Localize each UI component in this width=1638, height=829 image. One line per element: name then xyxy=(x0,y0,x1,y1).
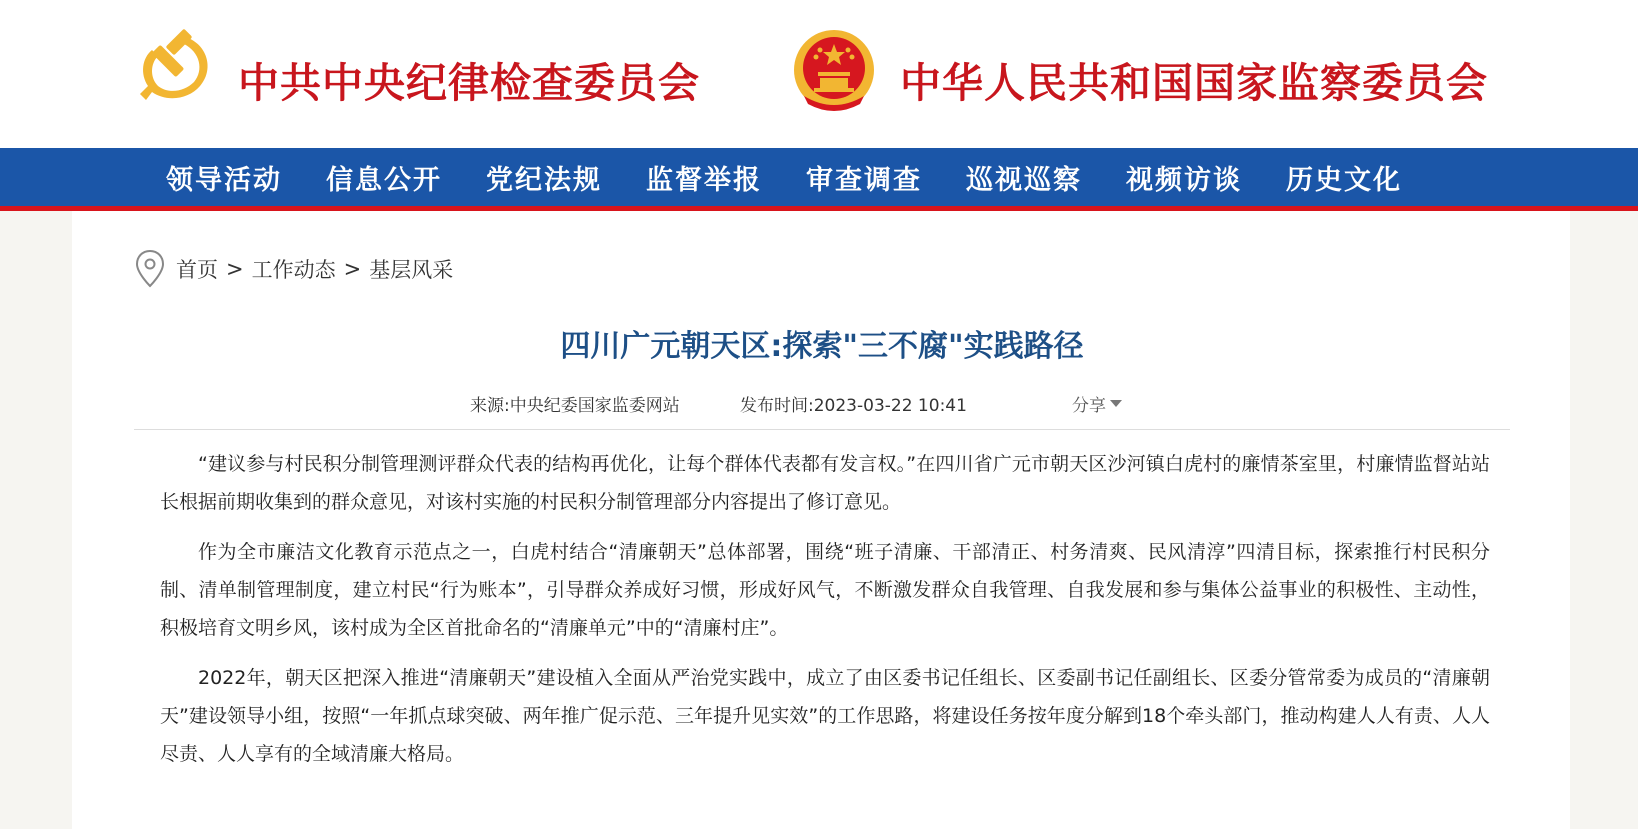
article-paragraph: 作为全市廉洁文化教育示范点之一，白虎村结合“清廉朝天”总体部署，围绕“班子清廉、干部清正、村务清爽、民风清淳”四清目标，探索推行村民积分制、清单制管理制度，建立村民“行为账本”，引导群众养成好习惯，形成好风气，不断激发群众自我管理、自我发展和参与集体公益事业的积极性、主动性，积极培育文明乡风，该村成为全区首批命名的“清廉单元”中的“清廉村庄”。 xyxy=(160,541,1490,639)
nav-item-investigation[interactable]: 审查调查 xyxy=(806,164,922,196)
site-header xyxy=(0,0,1638,148)
nav-item-leadership[interactable]: 领导活动 xyxy=(166,164,282,196)
source-value: 中央纪委国家监委网站 xyxy=(509,396,680,416)
share-dropdown[interactable] xyxy=(1072,391,1122,416)
breadcrumb-home[interactable]: 首页 xyxy=(176,258,218,282)
content-panel xyxy=(72,211,1570,829)
breadcrumb xyxy=(134,249,453,289)
time-label: 发布时间: xyxy=(740,396,814,416)
article-title: 四川广元朝天区:探索"三不腐"实践路径 xyxy=(560,329,1084,364)
breadcrumb-separator: > xyxy=(343,257,362,281)
national-emblem-icon[interactable] xyxy=(790,26,878,116)
nav-item-info-disclosure[interactable]: 信息公开 xyxy=(326,164,442,196)
hammer-sickle-icon[interactable] xyxy=(136,28,216,108)
main-nav xyxy=(0,148,1638,206)
breadcrumb-work-news[interactable]: 工作动态 xyxy=(251,258,336,282)
breadcrumb-grassroots[interactable]: 基层风采 xyxy=(369,258,454,282)
article-paragraph: 2022年，朝天区把深入推进“清廉朝天”建设植入全面从严治党实践中，成立了由区委书记任组长、区委副书记任副组长、区委分管常委为成员的“清廉朝天”建设领导小组，按照“一年抓点球突破、两年推广促示范、三年提升见实效”的工作思路，将建设任务按年度分解到18个牵头部门，推动构建人人有责、人人尽责、人人享有的全域清廉大格局。 xyxy=(160,667,1490,765)
nav-item-supervision-report[interactable]: 监督举报 xyxy=(646,164,762,196)
article-publish-time xyxy=(740,391,967,416)
share-label: 分享 xyxy=(1072,396,1106,416)
time-value: 2023-03-22 10:41 xyxy=(813,396,967,416)
nav-item-history-culture[interactable]: 历史文化 xyxy=(1286,164,1402,196)
nav-item-inspection[interactable]: 巡视巡察 xyxy=(966,164,1082,196)
article-body xyxy=(160,445,1490,785)
nav-items xyxy=(144,148,1424,206)
location-pin-icon xyxy=(134,249,166,289)
meta-divider xyxy=(134,429,1510,430)
source-label: 来源: xyxy=(470,396,510,416)
breadcrumb-separator: > xyxy=(226,257,244,281)
national-supervisory-commission-title[interactable]: 中华人民共和国国家监察委员会 xyxy=(900,59,1488,107)
article-source xyxy=(470,391,680,416)
cpc-discipline-commission-title[interactable]: 中共中央纪律检查委员会 xyxy=(238,59,700,107)
chevron-down-icon xyxy=(1110,400,1122,407)
article-meta xyxy=(72,391,1572,421)
nav-item-video-interview[interactable]: 视频访谈 xyxy=(1126,164,1242,196)
article-paragraph: “建议参与村民积分制管理测评群众代表的结构再优化，让每个群体代表都有发言权。”在四川省广元市朝天区沙河镇白虎村的廉情茶室里，村廉情监督站站长根据前期收集到的群众意见，对该村实施的村民积分制管理部分内容提出了修订意见。 xyxy=(160,453,1490,513)
nav-item-party-regulations[interactable]: 党纪法规 xyxy=(486,164,602,196)
